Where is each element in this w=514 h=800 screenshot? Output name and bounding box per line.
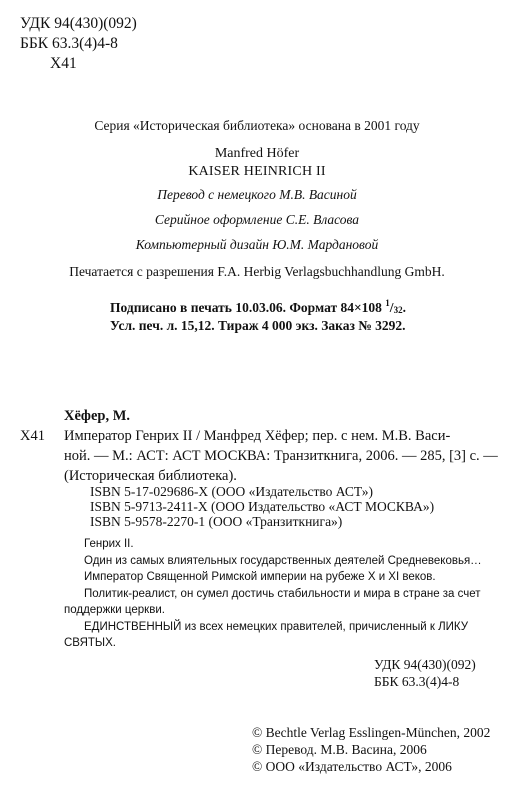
copyright-line: © ООО «Издательство АСТ», 2006 (252, 759, 452, 774)
isbn-item: ISBN 5-17-029686-X (ООО «Издательство АСТ») (90, 484, 374, 499)
biblio-line-1 (20, 426, 498, 446)
original-title: KAISER HEINRICH II (188, 164, 326, 179)
annotation-paragraph-4: ЕДИНСТВЕННЫЙ из всех немецких правителей, причисленный к ЛИКУ (84, 620, 469, 633)
biblio-line-3: (Историческая библиотека). (64, 468, 237, 484)
bbk-code: ББК 63.3(4)4-8 (20, 35, 118, 52)
biblio-line-2: ной. — М.: АСТ: АСТ МОСКВА: Транзиткнига, 2006. — 285, [3] с. — (64, 448, 498, 464)
annotation (64, 536, 482, 652)
biblio-text-1: Император Генрих II / Манфред Хёфер; пер. с нем. М.В. Васи- (64, 428, 451, 444)
classification-bottom (374, 656, 476, 690)
print-info-line1: Подписано в печать 10.03.06. Формат 84×108 $^1/_{32}$. (110, 298, 406, 315)
original-author: Manfred Höfer (214, 146, 300, 161)
classification-block (20, 14, 137, 74)
annotation-paragraph-2: Император Священной Римской империи на рубеже X и XI веков. (84, 571, 436, 583)
udk-code-bottom: УДК 94(430)(092) (374, 657, 476, 672)
permission-note: Печатается с разрешения F.A. Herbig Verlagsbuchhandlung GmbH. (69, 264, 445, 279)
annotation-paragraph-4-cont: СВЯТЫХ. (64, 637, 116, 649)
series-note: Серия «Историческая библиотека» основана в 2001 году (94, 118, 420, 133)
annotation-paragraph-3-cont: поддержки церкви. (64, 604, 165, 616)
annotation-subject: Генрих II. (84, 538, 134, 550)
credit-translation: Перевод с немецкого М.В. Васиной (157, 187, 357, 202)
annotation-paragraph-3: Политик-реалист, он сумел достичь стабильности и мира в стране за счет (84, 587, 481, 600)
print-info-suffix: . (402, 300, 406, 315)
format-fraction-numerator: 1 (385, 298, 390, 308)
copyright-block (252, 724, 490, 775)
biblio-heading: Хёфер, М. (64, 408, 131, 424)
isbn-item: ISBN 5-9578-2270-1 (ООО «Транзиткнига») (90, 514, 343, 529)
copyright-line: © Перевод. М.В. Васина, 2006 (252, 742, 427, 757)
credit-series-design: Серийное оформление С.Е. Власова (154, 212, 360, 227)
isbn-item: ISBN 5-9713-2411-X (ООО Издательство «АСТ МОСКВА») (90, 499, 435, 514)
format-fraction-denominator: 32 (393, 305, 403, 315)
print-info-line2: Усл. печ. л. 15,12. Тираж 4 000 экз. Заказ № 3292. (110, 318, 406, 333)
annotation-paragraph-1: Один из самых влиятельных государственных деятелей Средневековья… (84, 554, 482, 567)
author-code: Х41 (50, 55, 77, 72)
isbn-list (90, 484, 434, 529)
bbk-code-bottom: ББК 63.3(4)4-8 (374, 674, 460, 689)
copyright-line: © Bechtle Verlag Esslingen-München, 2002 (252, 725, 491, 740)
credit-computer-design: Компьютерный дизайн Ю.М. Мардановой (135, 237, 379, 252)
bibliographic-record (20, 406, 498, 486)
udk-code: УДК 94(430)(092) (20, 15, 137, 32)
biblio-code: Х41 (20, 428, 45, 444)
print-info-text: Подписано в печать 10.03.06. Формат 84×108 (110, 300, 386, 315)
